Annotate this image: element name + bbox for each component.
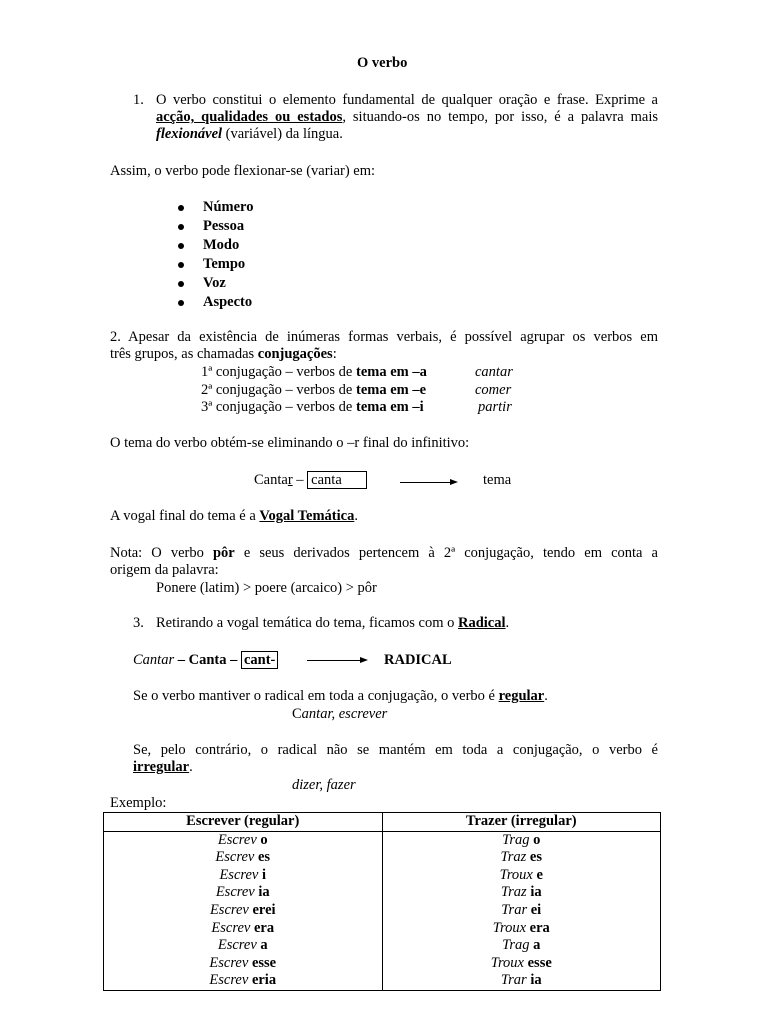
cell-stem: Escrev (215, 849, 255, 866)
table-cell (104, 955, 383, 973)
cell-ending: a (260, 937, 268, 954)
table-cell (382, 937, 661, 955)
bullet-item: Voz (203, 275, 226, 291)
table-header: Trazer (irregular) (382, 813, 661, 832)
table-row (104, 831, 661, 849)
cell-ending: ia (530, 972, 542, 989)
cell-stem: Escrev (217, 831, 257, 848)
cell-stem: Trag (502, 831, 530, 848)
section3-number: 3. (133, 615, 144, 631)
table-cell (382, 831, 661, 849)
cell-ending: a (533, 937, 541, 954)
conjugation-2 (201, 382, 426, 399)
cell-ending: esse (251, 954, 277, 971)
radical-italic: Cantar (133, 652, 175, 668)
conjugation-table (103, 812, 661, 991)
cell-stem: Troux (492, 919, 530, 936)
section1-line3-rest: (variável) da língua. (222, 126, 343, 142)
section3-bold: Radical (457, 615, 506, 631)
table-row (104, 884, 661, 902)
cell-ending: es (529, 849, 543, 866)
section3-pre: Retirando a vogal temática do tema, ficamos com o (156, 615, 458, 631)
cell-stem: Escrev (211, 919, 251, 936)
section3-post: . (505, 615, 510, 631)
conjugation-example: comer (475, 382, 512, 398)
nota-bold: pôr (212, 545, 235, 561)
nota-post: e seus derivados pertencem à 2ª conjugação, tendo em conta a (234, 545, 658, 561)
regular-example-first: C (292, 706, 302, 722)
bullet-item: Tempo (203, 256, 246, 272)
cell-stem: Escrev (209, 972, 249, 989)
vogal-bold: Vogal Temática (259, 508, 355, 524)
irregular-line2 (133, 759, 193, 776)
table-row (104, 867, 661, 885)
irregular-example: dizer, fazer (292, 777, 356, 793)
table-cell (382, 902, 661, 920)
conjugation-example: partir (478, 399, 512, 415)
cell-stem: Escrev (209, 901, 249, 918)
nota-line2: origem da palavra: (110, 562, 219, 578)
section1-line2 (156, 109, 658, 126)
section2-line2 (110, 346, 337, 363)
irregular-bold: irregular (133, 759, 190, 775)
regular-post: . (544, 688, 548, 704)
cell-ending: era (529, 919, 550, 936)
nota-pre: Nota: O verbo (110, 545, 213, 561)
table-cell (382, 972, 661, 990)
tema-result: tema (483, 472, 512, 488)
irregular-line1: Se, pelo contrário, o radical não se mantém em toda a conjugação, o verbo é (133, 742, 658, 758)
exemplo-label: Exemplo: (110, 795, 167, 811)
cell-ending: ei (530, 901, 542, 918)
cell-stem: Traz (500, 849, 527, 866)
cell-stem: Trag (502, 937, 530, 954)
table-row (104, 849, 661, 867)
section1-line2-rest: , situando-os no tempo, por isso, é a palavra mais (342, 109, 658, 125)
tema-boxed: canta (307, 471, 367, 489)
regular-example-rest: antar, escrever (301, 706, 388, 722)
radical-result: RADICAL (384, 652, 452, 668)
section2-line2-pre: três grupos, as chamadas (110, 346, 258, 362)
table-cell (104, 902, 383, 920)
table-cell (104, 937, 383, 955)
arrow-head-icon (450, 479, 458, 485)
table-row (104, 937, 661, 955)
table-cell (382, 849, 661, 867)
table-row (104, 972, 661, 990)
bullet-dot (178, 262, 184, 268)
section2-line2-bold: conjugações (257, 346, 333, 362)
vogal-text (110, 508, 358, 525)
bullet-dot (178, 300, 184, 306)
conjugation-tema: tema em –i (356, 399, 424, 415)
section1-line3-bold: flexionável (156, 126, 223, 142)
section2-line1: 2. Apesar da existência de inúmeras formas verbais, é possível agrupar os verbos em (110, 329, 658, 345)
cell-ending: esse (527, 954, 552, 971)
cell-stem: Traz (500, 884, 527, 901)
conjugation-label: 2ª conjugação – verbos de (201, 382, 356, 398)
cell-ending: eria (251, 972, 277, 989)
tema-example (254, 472, 367, 489)
bullet-dot (178, 281, 184, 287)
cell-stem: Troux (490, 954, 524, 971)
conjugation-label: 3ª conjugação – verbos de (201, 399, 356, 415)
table-row (104, 920, 661, 938)
cell-ending: es (257, 849, 271, 866)
cell-stem: Escrev (219, 866, 259, 883)
conjugation-example: cantar (475, 364, 513, 380)
cell-stem: Escrev (217, 937, 257, 954)
conjugation-tema: tema em –e (356, 382, 427, 398)
cell-ending: o (260, 831, 268, 848)
cell-stem: Trar (501, 901, 528, 918)
cell-stem: Troux (499, 866, 533, 883)
section1-line3 (156, 126, 343, 143)
intro-text: Assim, o verbo pode flexionar-se (variar) em: (110, 163, 376, 179)
regular-text (133, 688, 548, 705)
irregular-post: . (189, 759, 193, 775)
tema-word-r: r (287, 472, 293, 488)
conjugation-label: 1ª conjugação – verbos de (201, 364, 356, 380)
conjugation-1 (201, 364, 427, 381)
cell-ending: ia (530, 884, 542, 901)
bullet-item: Aspecto (203, 294, 253, 310)
tema-word: Canta (254, 472, 288, 488)
section3-text (156, 615, 509, 632)
bullet-dot (178, 224, 184, 230)
section1-line1: O verbo constitui o elemento fundamental de qualquer oração e frase. Exprime a (156, 92, 658, 108)
table-body (104, 831, 661, 990)
table-cell (382, 884, 661, 902)
table-cell (382, 955, 661, 973)
cell-stem: Trar (500, 972, 527, 989)
table-cell (104, 831, 383, 849)
table-cell (104, 867, 383, 885)
radical-boxed: cant- (241, 651, 278, 669)
conjugation-tema: tema em –a (356, 364, 427, 380)
vogal-pre: A vogal final do tema é a (110, 508, 260, 524)
radical-example (133, 652, 278, 669)
tema-dash: – (292, 472, 308, 488)
nota-line1 (110, 545, 658, 562)
table-row (104, 902, 661, 920)
radical-bold1: Canta (188, 652, 227, 668)
vogal-post: . (354, 508, 358, 524)
section1-line2-bold: acção, qualidades ou estados (156, 109, 343, 125)
bullet-dot (178, 243, 184, 249)
bullet-item: Pessoa (203, 218, 245, 234)
section1-number: 1. (133, 92, 144, 108)
bullet-item: Modo (203, 237, 240, 253)
table-cell (104, 884, 383, 902)
arrow-head-icon (360, 657, 368, 663)
cell-ending: erei (252, 901, 276, 918)
cell-ending: era (253, 919, 275, 936)
regular-bold: regular (498, 688, 545, 704)
table-cell (104, 972, 383, 990)
arrow-right-icon (400, 482, 450, 483)
bullet-dot (178, 205, 184, 211)
tema-text: O tema do verbo obtém-se eliminando o –r final do infinitivo: (110, 435, 470, 451)
table-cell (104, 849, 383, 867)
section2-line2-post: : (332, 346, 337, 362)
table-header-row (104, 813, 661, 832)
cell-stem: Escrev (215, 884, 255, 901)
regular-pre: Se o verbo mantiver o radical em toda a conjugação, o verbo é (133, 688, 499, 704)
conjugation-3 (201, 399, 424, 416)
cell-ending: ia (258, 884, 270, 901)
nota-line3: Ponere (latim) > poere (arcaico) > pôr (156, 580, 377, 596)
table-cell (382, 867, 661, 885)
bullet-item: Número (203, 199, 254, 215)
cell-ending: o (533, 831, 541, 848)
table-cell (382, 920, 661, 938)
table-header: Escrever (regular) (104, 813, 383, 832)
radical-dash1: – (174, 652, 189, 668)
table-row (104, 955, 661, 973)
arrow-right-icon (307, 660, 360, 661)
cell-ending: i (262, 866, 267, 883)
cell-ending: e (536, 866, 543, 883)
table-cell (104, 920, 383, 938)
regular-example (292, 706, 387, 723)
page-title: O verbo (357, 55, 408, 71)
radical-dash2: – (226, 652, 241, 668)
cell-stem: Escrev (209, 954, 249, 971)
